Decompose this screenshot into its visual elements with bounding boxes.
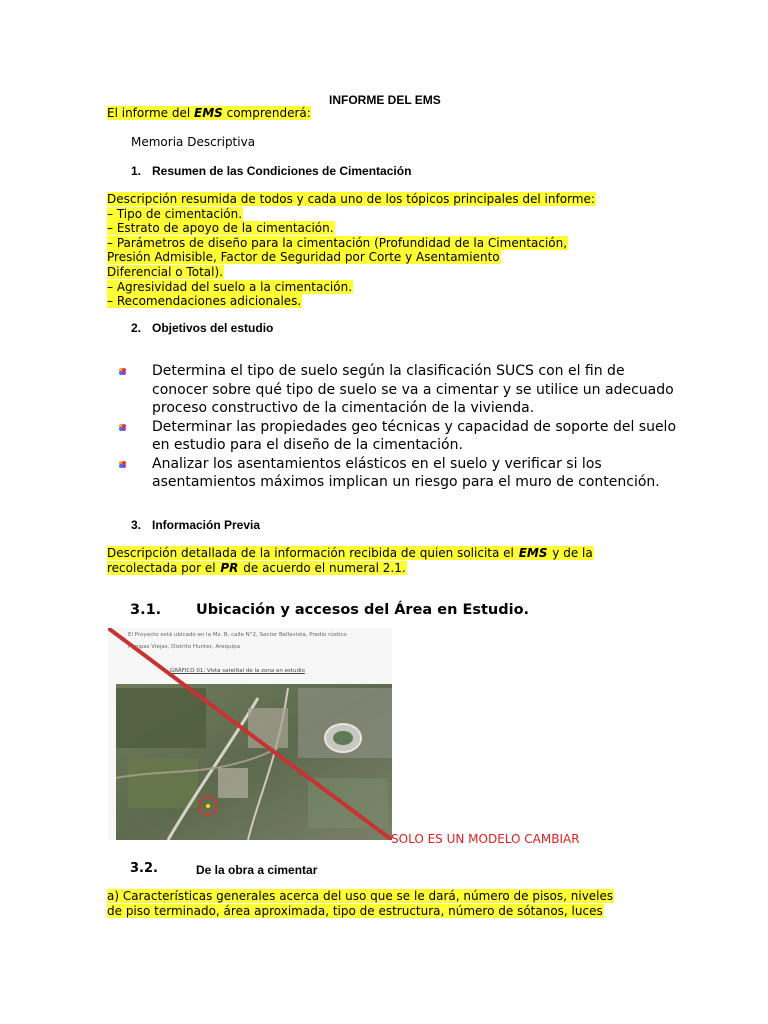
objective-text: Analizar los asentamientos elásticos en el suelo y verificar si los asentamientos máximos implican un riesgo para el muro de contención. [152, 455, 660, 490]
section-3-1-title: Ubicación y accesos del Área en Estudio. [196, 602, 530, 618]
section-3-number: 3. [131, 518, 142, 532]
intro-ems: EMS [194, 106, 223, 120]
s1-line: – Agresividad del suelo a la cimentación. [107, 279, 353, 294]
section-2-number: 2. [131, 321, 142, 335]
objectives-list [118, 362, 678, 492]
s3-text: y de la [548, 546, 593, 560]
s1-line: Descripción resumida de todos y cada uno de los tópicos principales del informe: [107, 192, 595, 206]
s1-line: Diferencial o Total). [107, 264, 223, 279]
colored-bullet-icon [118, 367, 127, 376]
objective-text: Determinar las propiedades geo técnicas y capacidad de soporte del suelo en estudio para el diseño de la cimentación. [152, 418, 677, 453]
s3-ems: EMS [518, 546, 548, 560]
s3-text: Descripción detallada de la información recibida de quien solicita el [107, 546, 518, 560]
s1-line: – Estrato de apoyo de la cimentación. [107, 221, 334, 236]
objective-item [118, 362, 678, 418]
section-1-number: 1. [131, 164, 142, 178]
section-3-2-title: De la obra a cimentar [196, 863, 318, 877]
section-1-body [107, 192, 596, 309]
document-title: INFORME DEL EMS [329, 93, 441, 107]
image-caption-3: GRÁFICO 01: Vista satelital de la zona en estudio [170, 668, 305, 674]
satellite-map-image [108, 628, 392, 840]
section-3-2-number: 3.2. [130, 861, 158, 876]
memoria-label: Memoria Descriptiva [131, 135, 256, 149]
image-caption-1: El Proyecto está ubicado en la Mz. B, calle N°2, Sector Bellavista, Predio rústico [128, 632, 347, 638]
section-3-title: Información Previa [152, 518, 261, 532]
section-3-body [107, 546, 594, 575]
colored-bullet-icon [118, 423, 127, 432]
s1-line: – Recomendaciones adicionales. [107, 294, 302, 309]
section-3-2-body [107, 889, 614, 918]
intro-post: comprenderá: [222, 106, 311, 120]
s1-line: Presión Admisible, Factor de Seguridad por Corte y Asentamiento [107, 250, 500, 265]
s1-line: – Tipo de cimentación. [107, 206, 243, 221]
objective-item [118, 455, 678, 492]
intro-line [107, 106, 311, 120]
s3-text: recolectada por el [107, 560, 220, 575]
s32-line: de piso terminado, área aproximada, tipo de estructura, número de sótanos, luces [107, 903, 603, 918]
section-2-title: Objetivos del estudio [152, 321, 274, 335]
s1-line: – Parámetros de diseño para la cimentación (Profundidad de la Cimentación, [107, 235, 568, 250]
model-warning-note: SOLO ES UN MODELO CAMBIAR [391, 832, 580, 846]
s3-pr: PR [220, 560, 239, 575]
objective-item [118, 418, 678, 455]
section-3-1-number: 3.1. [130, 602, 162, 618]
s32-line: a) Características generales acerca del uso que se le dará, número de pisos, niveles [107, 889, 614, 903]
intro-pre: El informe del [107, 106, 194, 120]
objective-text: Determina el tipo de suelo según la clasificación SUCS con el fin de conocer sobre qué tipo de suelo se va a cimentar y se utilice un adecuado proceso constructivo de la cimentación de la vivienda. [152, 363, 674, 416]
image-caption-2: Pampas Viejas, Distrito Hunter, Arequipa [128, 644, 240, 650]
satellite-map-graphic [108, 628, 392, 840]
s3-text: de acuerdo el numeral 2.1. [239, 560, 406, 575]
colored-bullet-icon [118, 460, 127, 469]
section-1-title: Resumen de las Condiciones de Cimentación [152, 164, 412, 178]
